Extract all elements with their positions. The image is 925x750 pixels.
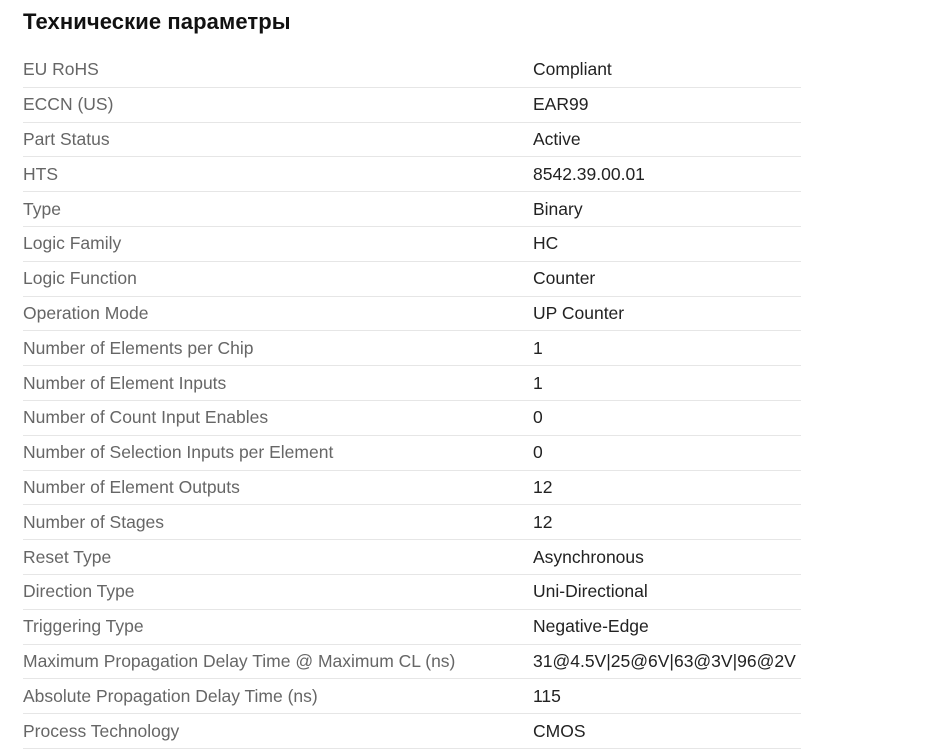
spec-label: Logic Function: [23, 268, 137, 289]
spec-value: 1: [533, 337, 543, 358]
section-title: Технические параметры: [23, 9, 291, 34]
spec-row-selection-inputs: [23, 436, 801, 471]
spec-label: Number of Stages: [23, 511, 165, 532]
spec-label: HTS: [23, 163, 58, 184]
spec-row-part-status: [23, 123, 801, 158]
spec-value: 31@4.5V|25@6V|63@3V|96@2V: [533, 650, 796, 671]
spec-value: 0: [533, 442, 543, 463]
spec-label: ECCN (US): [23, 94, 114, 115]
spec-row-direction-type: [23, 575, 801, 610]
spec-value: Negative-Edge: [533, 616, 649, 637]
spec-row-logic-family: [23, 227, 801, 262]
spec-label: Absolute Propagation Delay Time (ns): [23, 685, 318, 706]
spec-label: Number of Selection Inputs per Element: [23, 442, 334, 463]
spec-label: Process Technology: [23, 720, 180, 741]
spec-value: 12: [533, 511, 553, 532]
spec-value: Binary: [533, 198, 583, 219]
spec-value: Uni-Directional: [533, 581, 648, 602]
spec-label: Type: [23, 198, 61, 219]
spec-value: 8542.39.00.01: [533, 163, 645, 184]
spec-label: Number of Count Input Enables: [23, 407, 269, 428]
spec-value: Compliant: [533, 59, 612, 80]
spec-value: 12: [533, 476, 553, 497]
spec-row-element-outputs: [23, 471, 801, 506]
spec-label: Reset Type: [23, 546, 112, 567]
spec-value: Active: [533, 128, 581, 149]
spec-row-stages: [23, 505, 801, 540]
spec-label: Number of Element Inputs: [23, 372, 227, 393]
spec-label: Number of Element Outputs: [23, 476, 240, 497]
spec-row-eccn: [23, 88, 801, 123]
spec-value: UP Counter: [533, 302, 625, 323]
spec-value: Asynchronous: [533, 546, 644, 567]
spec-row-elements-per-chip: [23, 331, 801, 366]
spec-label: Part Status: [23, 128, 110, 149]
spec-label: Direction Type: [23, 581, 135, 602]
spec-label: EU RoHS: [23, 59, 99, 80]
spec-row-type: [23, 192, 801, 227]
spec-label: Logic Family: [23, 233, 122, 254]
spec-label: Number of Elements per Chip: [23, 337, 254, 358]
spec-row-absolute-propagation-delay: [23, 679, 801, 714]
spec-value: HC: [533, 233, 559, 254]
spec-value: 1: [533, 372, 543, 393]
spec-row-triggering-type: [23, 610, 801, 645]
spec-label: Operation Mode: [23, 302, 149, 323]
spec-label: Maximum Propagation Delay Time @ Maximum CL (ns): [23, 650, 456, 671]
specifications-table: [23, 53, 801, 749]
spec-row-max-propagation-delay: [23, 645, 801, 680]
spec-row-count-input-enables: [23, 401, 801, 436]
spec-value: Counter: [533, 268, 596, 289]
spec-row-logic-function: [23, 262, 801, 297]
spec-row-element-inputs: [23, 366, 801, 401]
spec-row-process-technology: [23, 714, 801, 749]
spec-value: 115: [533, 685, 561, 706]
spec-value: EAR99: [533, 94, 589, 115]
spec-value: 0: [533, 407, 543, 428]
spec-row-reset-type: [23, 540, 801, 575]
spec-row-hts: [23, 157, 801, 192]
spec-row-operation-mode: [23, 297, 801, 332]
spec-row-eu-rohs: [23, 53, 801, 88]
spec-value: CMOS: [533, 720, 586, 741]
spec-label: Triggering Type: [23, 616, 144, 637]
